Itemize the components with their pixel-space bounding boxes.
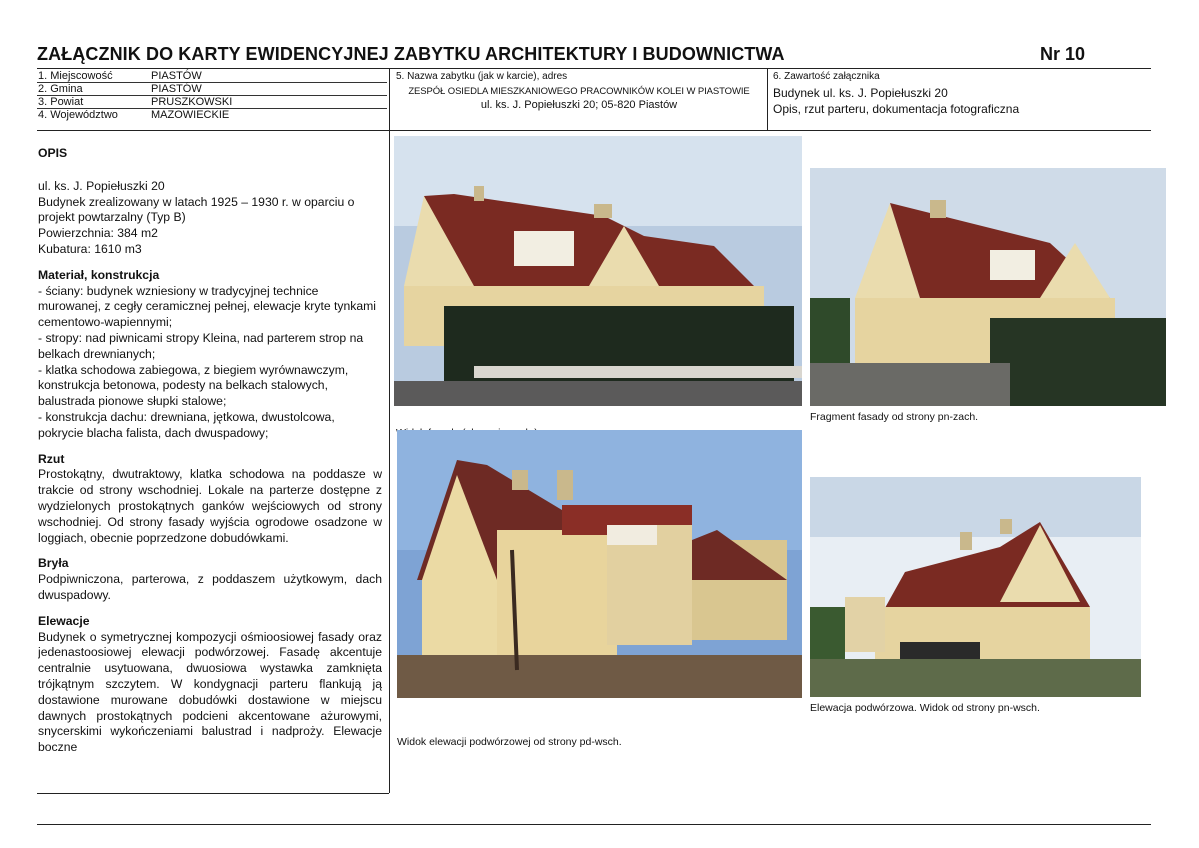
column-divider: [389, 69, 390, 793]
opis-line: Kubatura: 1610 m3: [38, 241, 142, 256]
contents-label: 6. Zawartość załącznika: [773, 71, 880, 82]
location-label: 4. Województwo: [38, 109, 118, 121]
header-bottom-rule: [37, 130, 1151, 131]
opis-line: Budynek zrealizowany w latach 1925 – 1930 r. w oparciu o projekt powtarzalny (Typ B): [38, 194, 355, 225]
elewacje-text: Budynek o symetrycznej kompozycji ośmioosiowej fasady oraz jedenastoosiowej elewacji podwórzowej. Fasadę akcentuje centralnie usytuowana, dwuosiowa wystawka zamknięta trójkątnym szczytem. W kondygnacji parteru flankują ją dostawione murowane dobudówki dostawione w miejscu dawnych prostokątnych podcieni akcentowane ażurowymi, snycerskimi wykończeniami balustrad i nadproży. Elewacje boczne: [38, 629, 382, 755]
document-number: Nr 10: [1040, 44, 1086, 64]
page-title: ZAŁĄCZNIK DO KARTY EWIDENCYJNEJ ZABYTKU ARCHITEKTURY I BUDOWNICTWA: [37, 44, 785, 64]
house-photo-icon: [810, 477, 1141, 697]
house-photo-icon: [397, 430, 802, 698]
section-heading-bryla: Bryła: [38, 556, 69, 571]
description-column: [38, 146, 382, 792]
monument-address: ul. ks. J. Popiełuszki 20; 05-820 Piastów: [480, 99, 678, 111]
material-line: - stropy: nad piwnicami stropy Kleina, nad parterem strop na belkach drewnianych;: [38, 330, 364, 361]
rzut-text: Prostokątny, dwutraktowy, klatka schodowa na poddasze w trakcie od strony wschodniej. Lokale na parterze dostępne z wydzielonych prostokątnych ganków wejściowych od strony wschodniej. Od strony fasady wyjścia ogrodowe osadzone w loggiach, obecnie poprzedzone dobudówkami.: [38, 467, 382, 545]
section-heading-elewacje: Elewacje: [38, 613, 90, 628]
photo-caption: Widok elewacji podwórzowej od strony pd-wsch.: [397, 736, 622, 748]
photo-facade: [394, 136, 802, 406]
bryla-text: Podpiwniczona, parterowa, z poddaszem użytkowym, dach dwuspadowy.: [38, 572, 382, 602]
location-value: PIASTÓW: [151, 83, 202, 95]
header-divider-right: [767, 69, 768, 130]
text-bottom-rule: [37, 793, 389, 794]
photo-courtyard-northeast: [810, 477, 1141, 697]
location-label: 2. Gmina: [38, 83, 83, 95]
monument-name: ZESPÓŁ OSIEDLA MIESZKANIOWEGO PRACOWNIKÓW KOLEI W PIASTOWIE: [408, 86, 750, 97]
location-row-voivodeship: [37, 109, 387, 121]
page-bottom-rule: [37, 824, 1151, 825]
opis-line: Powierzchnia: 384 m2: [38, 226, 158, 241]
header-top-rule: [37, 68, 1151, 69]
photo-facade-fragment: [810, 168, 1166, 406]
photo-courtyard-elevation: [397, 430, 802, 698]
location-value: PIASTÓW: [151, 70, 202, 82]
material-line: - ściany: budynek wzniesiony w tradycyjnej technice murowanej, z cegły ceramicznej pełnej, elewacje kryte tynkami cementowo-wapiennymi;: [38, 283, 377, 330]
section-heading-rzut: Rzut: [38, 451, 65, 466]
opis-line: ul. ks. J. Popiełuszki 20: [38, 178, 165, 193]
location-value: PRUSZKOWSKI: [151, 96, 233, 108]
house-photo-icon: [394, 136, 802, 406]
section-heading-opis: OPIS: [38, 146, 68, 160]
contents-line-1: Budynek ul. ks. J. Popiełuszki 20: [773, 86, 948, 100]
material-line: - klatka schodowa zabiegowa, z biegiem wyrównawczym, konstrukcja betonowa, podesty na belkach stalowych, balustrada pionowe słupki stalowe;: [38, 362, 349, 409]
material-line: - konstrukcja dachu: drewniana, jętkowa, dwustolcowa, pokrycie blacha falista, dach dwuspadowy;: [38, 409, 335, 440]
photo-caption: Fragment fasady od strony pn-zach.: [810, 411, 979, 423]
house-photo-icon: [810, 168, 1166, 406]
location-label: 1. Miejscowość: [38, 70, 113, 82]
location-label: 3. Powiat: [38, 96, 84, 108]
location-row-commune: [37, 83, 387, 96]
location-value: MAZOWIECKIE: [151, 109, 230, 121]
contents-line-2: Opis, rzut parteru, dokumentacja fotograficzna: [773, 102, 1020, 116]
location-row-town: [37, 70, 387, 83]
location-row-county: [37, 96, 387, 109]
photo-caption: Elewacja podwórzowa. Widok od strony pn-wsch.: [810, 702, 1040, 714]
monument-label: 5. Nazwa zabytku (jak w karcie), adres: [396, 71, 568, 82]
section-heading-material: Materiał, konstrukcja: [38, 267, 160, 282]
